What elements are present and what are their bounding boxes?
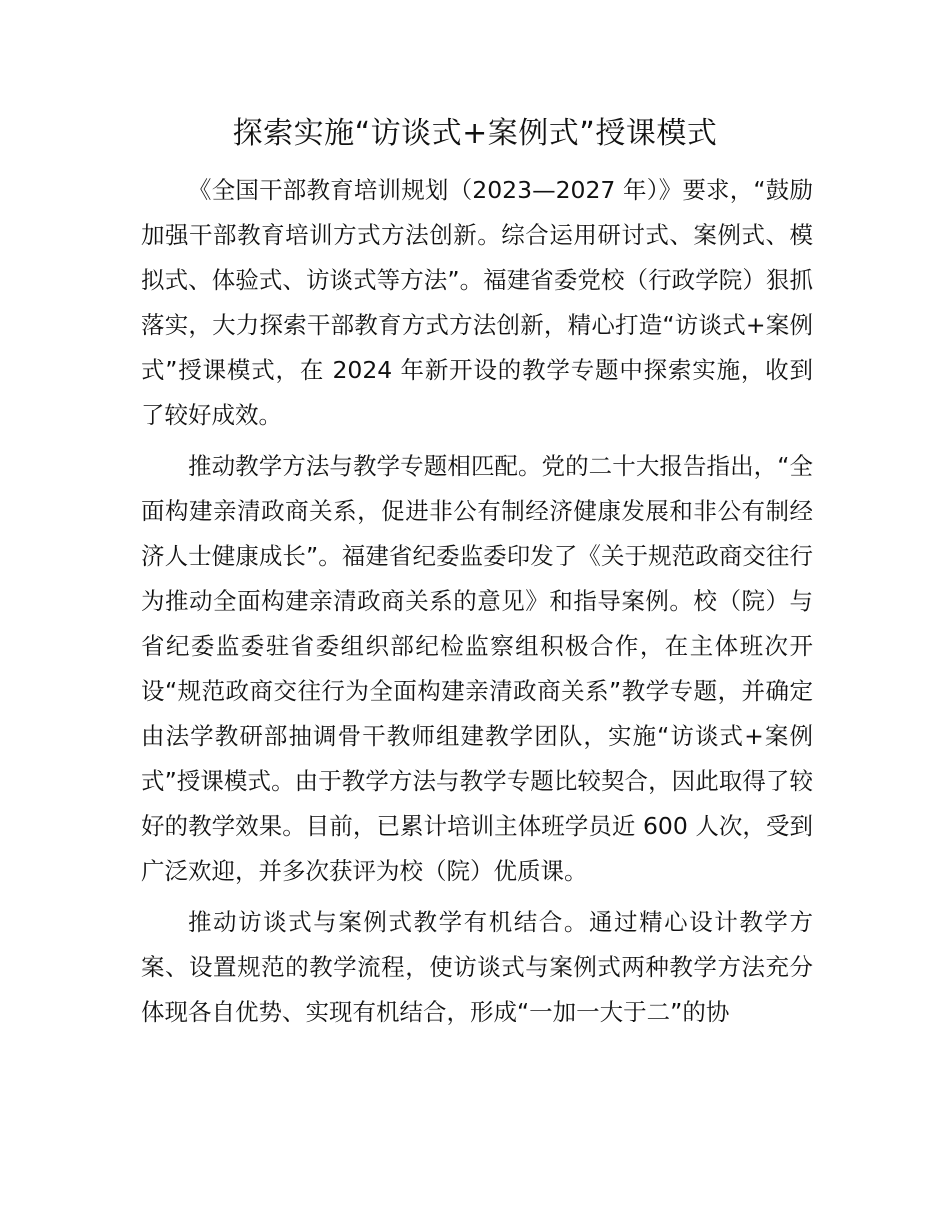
paragraph-method-combination: 推动访谈式与案例式教学有机结合。通过精心设计教学方案、设置规范的教学流程，使访谈式与案例式两种教学方法充分体现各自优势、实现有机结合，形成“一加一大于二”的协 — [141, 908, 813, 1026]
document-body — [141, 168, 813, 1041]
paragraph-intro: 《全国干部教育培训规划（2023—2027 年）》要求，“鼓励加强干部教育培训方式方法创新。综合运用研讨式、案例式、模拟式、体验式、访谈式等方法”。福建省委党校（行政学院）狠抓落实，大力探索干部教育方式方法创新，精心打造“访谈式+案例式”授课模式，在 2024 年新开设的教学专题中探索实施，收到了较好成效。 — [141, 176, 813, 429]
paragraph-method-matching: 推动教学方法与教学专题相匹配。党的二十大报告指出，“全面构建亲清政商关系，促进非公有制经济健康发展和非公有制经济人士健康成长”。福建省纪委监委印发了《关于规范政商交往行为推动全面构建亲清政商关系的意见》和指导案例。校（院）与省纪委监委驻省委组织部纪检监察组积极合作，在主体班次开设“规范政商交往行为全面构建亲清政商关系”教学专题，并确定由法学教研部抽调骨干教师组建教学团队，实施“访谈式+案例式”授课模式。由于教学方法与教学专题比较契合，因此取得了较好的教学效果。目前，已累计培训主体班学员近 600 人次，受到广泛欢迎，并多次获评为校（院）优质课。 — [141, 452, 813, 885]
document-title: 探索实施“访谈式+案例式”授课模式 — [232, 116, 718, 151]
